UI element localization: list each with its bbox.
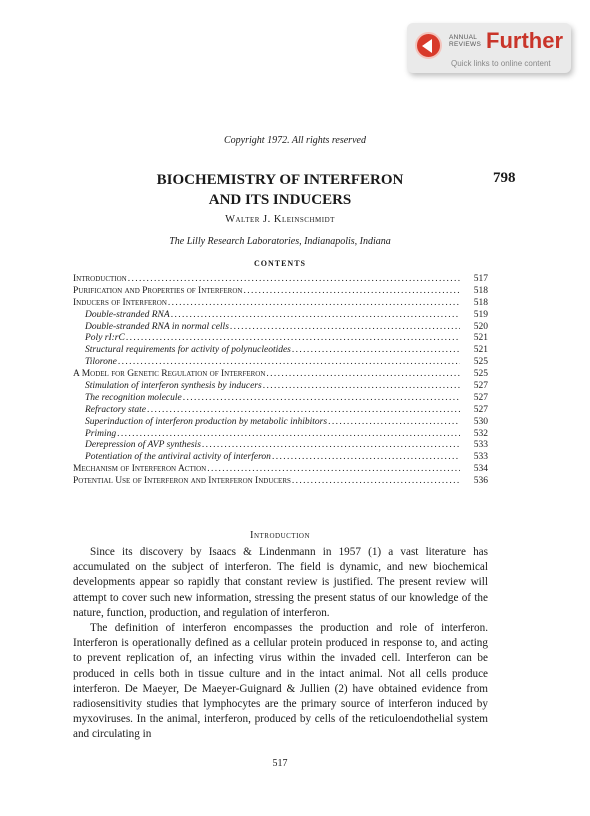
section-heading: Introduction bbox=[249, 530, 311, 541]
author-affiliation: The Lilly Research Laboratories, Indianapolis, Indiana bbox=[169, 236, 391, 247]
handwritten-page-number: 798 bbox=[493, 170, 516, 186]
toc-entry-page: 533 bbox=[473, 440, 488, 451]
toc-entry bbox=[73, 381, 488, 393]
paragraph: The definition of interferon encompasses the production and role of interferon. Interferon is operationally defined as a cellular protein produced in response to, and acting to prevent replication of, an infecting virus within the invaded cell. Interferon can be produced in cells both in tissue culture and in the intact animal. Not all cells produce interferon. De Maeyer, De Maeyer-Guignard & Jullien (2) have obtained evidence from radiosensitivity studies that lymphocytes are the primary source of interferon induced by myxoviruses. In the animal, interferon, produced by cells of the reticuloendothelial system and circulating in bbox=[73, 622, 488, 741]
toc-entry bbox=[73, 440, 488, 452]
toc-entry-page: 527 bbox=[473, 381, 488, 392]
toc-entry-page: 520 bbox=[473, 321, 488, 332]
toc-entry-page: 527 bbox=[473, 404, 488, 415]
badge-title: Further bbox=[486, 28, 563, 53]
toc-entry-page: 530 bbox=[473, 416, 488, 427]
toc-leader-dots bbox=[182, 393, 460, 405]
toc-entry bbox=[73, 429, 488, 441]
toc-entry-label: Purification and Properties of Interferon bbox=[73, 285, 243, 296]
toc-entry bbox=[73, 357, 488, 369]
title-line-2: AND ITS INDUCERS bbox=[208, 192, 352, 208]
table-of-contents bbox=[73, 274, 488, 488]
toc-leader-dots bbox=[229, 322, 460, 334]
toc-entry-page: 527 bbox=[473, 392, 488, 403]
toc-leader-dots bbox=[206, 464, 460, 476]
toc-leader-dots bbox=[201, 440, 460, 452]
badge-line1: ANNUAL bbox=[449, 34, 478, 41]
toc-entry bbox=[73, 345, 488, 357]
body-text bbox=[73, 545, 488, 743]
toc-entry bbox=[73, 274, 488, 286]
toc-entry bbox=[73, 452, 488, 464]
toc-entry-page: 533 bbox=[473, 452, 488, 463]
toc-entry-page: 525 bbox=[473, 369, 488, 380]
toc-leader-dots bbox=[167, 298, 460, 310]
article-title bbox=[0, 170, 560, 210]
badge-line2: REVIEWS bbox=[449, 41, 482, 48]
toc-entry-label: Mechanism of Interferon Action bbox=[73, 464, 207, 475]
toc-entry-label: A Model for Genetic Regulation of Interferon bbox=[73, 369, 266, 380]
toc-entry-label: Refractory state bbox=[85, 404, 146, 415]
play-arrow-icon bbox=[415, 32, 442, 59]
toc-entry-page: 518 bbox=[473, 285, 488, 296]
toc-leader-dots bbox=[327, 417, 460, 429]
toc-entry-label: Structural requirements for activity of polynucleotides bbox=[85, 345, 291, 356]
toc-entry bbox=[73, 286, 488, 298]
toc-entry-label: Potentiation of the antiviral activity of interferon bbox=[85, 452, 271, 463]
toc-leader-dots bbox=[117, 357, 460, 369]
toc-leader-dots bbox=[291, 476, 460, 488]
toc-leader-dots bbox=[265, 369, 460, 381]
toc-entry bbox=[73, 322, 488, 334]
toc-entry bbox=[73, 310, 488, 322]
toc-entry-label: Priming bbox=[85, 428, 117, 439]
toc-entry-page: 518 bbox=[473, 297, 488, 308]
toc-entry-label: Potential Use of Interferon and Interferon Inducers bbox=[73, 476, 291, 487]
toc-entry-label: The recognition molecule bbox=[85, 392, 182, 403]
toc-entry-page: 521 bbox=[473, 345, 488, 356]
toc-leader-dots bbox=[291, 345, 460, 357]
toc-entry-page: 521 bbox=[473, 333, 488, 344]
author-name: Walter J. Kleinschmidt bbox=[225, 214, 335, 225]
toc-entry-label: Tilorone bbox=[85, 357, 117, 368]
toc-entry-page: 517 bbox=[473, 274, 488, 284]
toc-entry-label: Stimulation of interferon synthesis by inducers bbox=[85, 381, 262, 392]
toc-entry-label: Double-stranded RNA bbox=[85, 309, 170, 320]
toc-entry-page: 536 bbox=[473, 476, 488, 487]
badge-brand bbox=[449, 34, 481, 48]
toc-entry-page: 525 bbox=[473, 357, 488, 368]
title-line-1: BIOCHEMISTRY OF INTERFERON bbox=[156, 172, 404, 188]
toc-entry bbox=[73, 405, 488, 417]
toc-entry bbox=[73, 417, 488, 429]
toc-entry-page: 519 bbox=[473, 309, 488, 320]
toc-leader-dots bbox=[262, 381, 460, 393]
toc-entry bbox=[73, 369, 488, 381]
toc-leader-dots bbox=[146, 405, 460, 417]
toc-entry-label: Poly rI:rC bbox=[85, 333, 125, 344]
toc-entry-page: 534 bbox=[473, 464, 488, 475]
footer-page-number: 517 bbox=[272, 758, 288, 769]
paragraph: Since its discovery by Isaacs & Lindenmann in 1957 (1) a vast literature has accumulated on the subject of interferon. The field is dynamic, and new biochemical developments appear so rapidly that constant review is justified. The present review will attempt to cover such new information, stressing the present status of our knowledge of the nature, function, production, and regulation of interferon. bbox=[73, 546, 488, 619]
toc-leader-dots bbox=[127, 274, 460, 286]
toc-leader-dots bbox=[242, 286, 460, 298]
badge-subtitle: Quick links to online content bbox=[451, 59, 551, 68]
toc-entry bbox=[73, 393, 488, 405]
toc-entry-label: Introduction bbox=[73, 274, 127, 284]
toc-leader-dots bbox=[271, 452, 460, 464]
toc-entry-label: Double-stranded RNA in normal cells bbox=[85, 321, 229, 332]
toc-entry bbox=[73, 333, 488, 345]
toc-entry-page: 532 bbox=[473, 428, 488, 439]
toc-entry-label: Derepression of AVP synthesis bbox=[85, 440, 201, 451]
toc-leader-dots bbox=[170, 310, 460, 322]
copyright-line: Copyright 1972. All rights reserved bbox=[224, 135, 366, 146]
toc-entry bbox=[73, 476, 488, 488]
toc-entry-label: Superinduction of interferon production by metabolic inhibitors bbox=[85, 416, 328, 427]
toc-entry-label: Inducers of Interferon bbox=[73, 297, 167, 308]
toc-entry bbox=[73, 464, 488, 476]
toc-leader-dots bbox=[125, 333, 460, 345]
annual-reviews-further-badge[interactable] bbox=[407, 23, 571, 73]
contents-heading: CONTENTS bbox=[253, 259, 306, 268]
toc-entry bbox=[73, 298, 488, 310]
toc-leader-dots bbox=[116, 429, 460, 441]
